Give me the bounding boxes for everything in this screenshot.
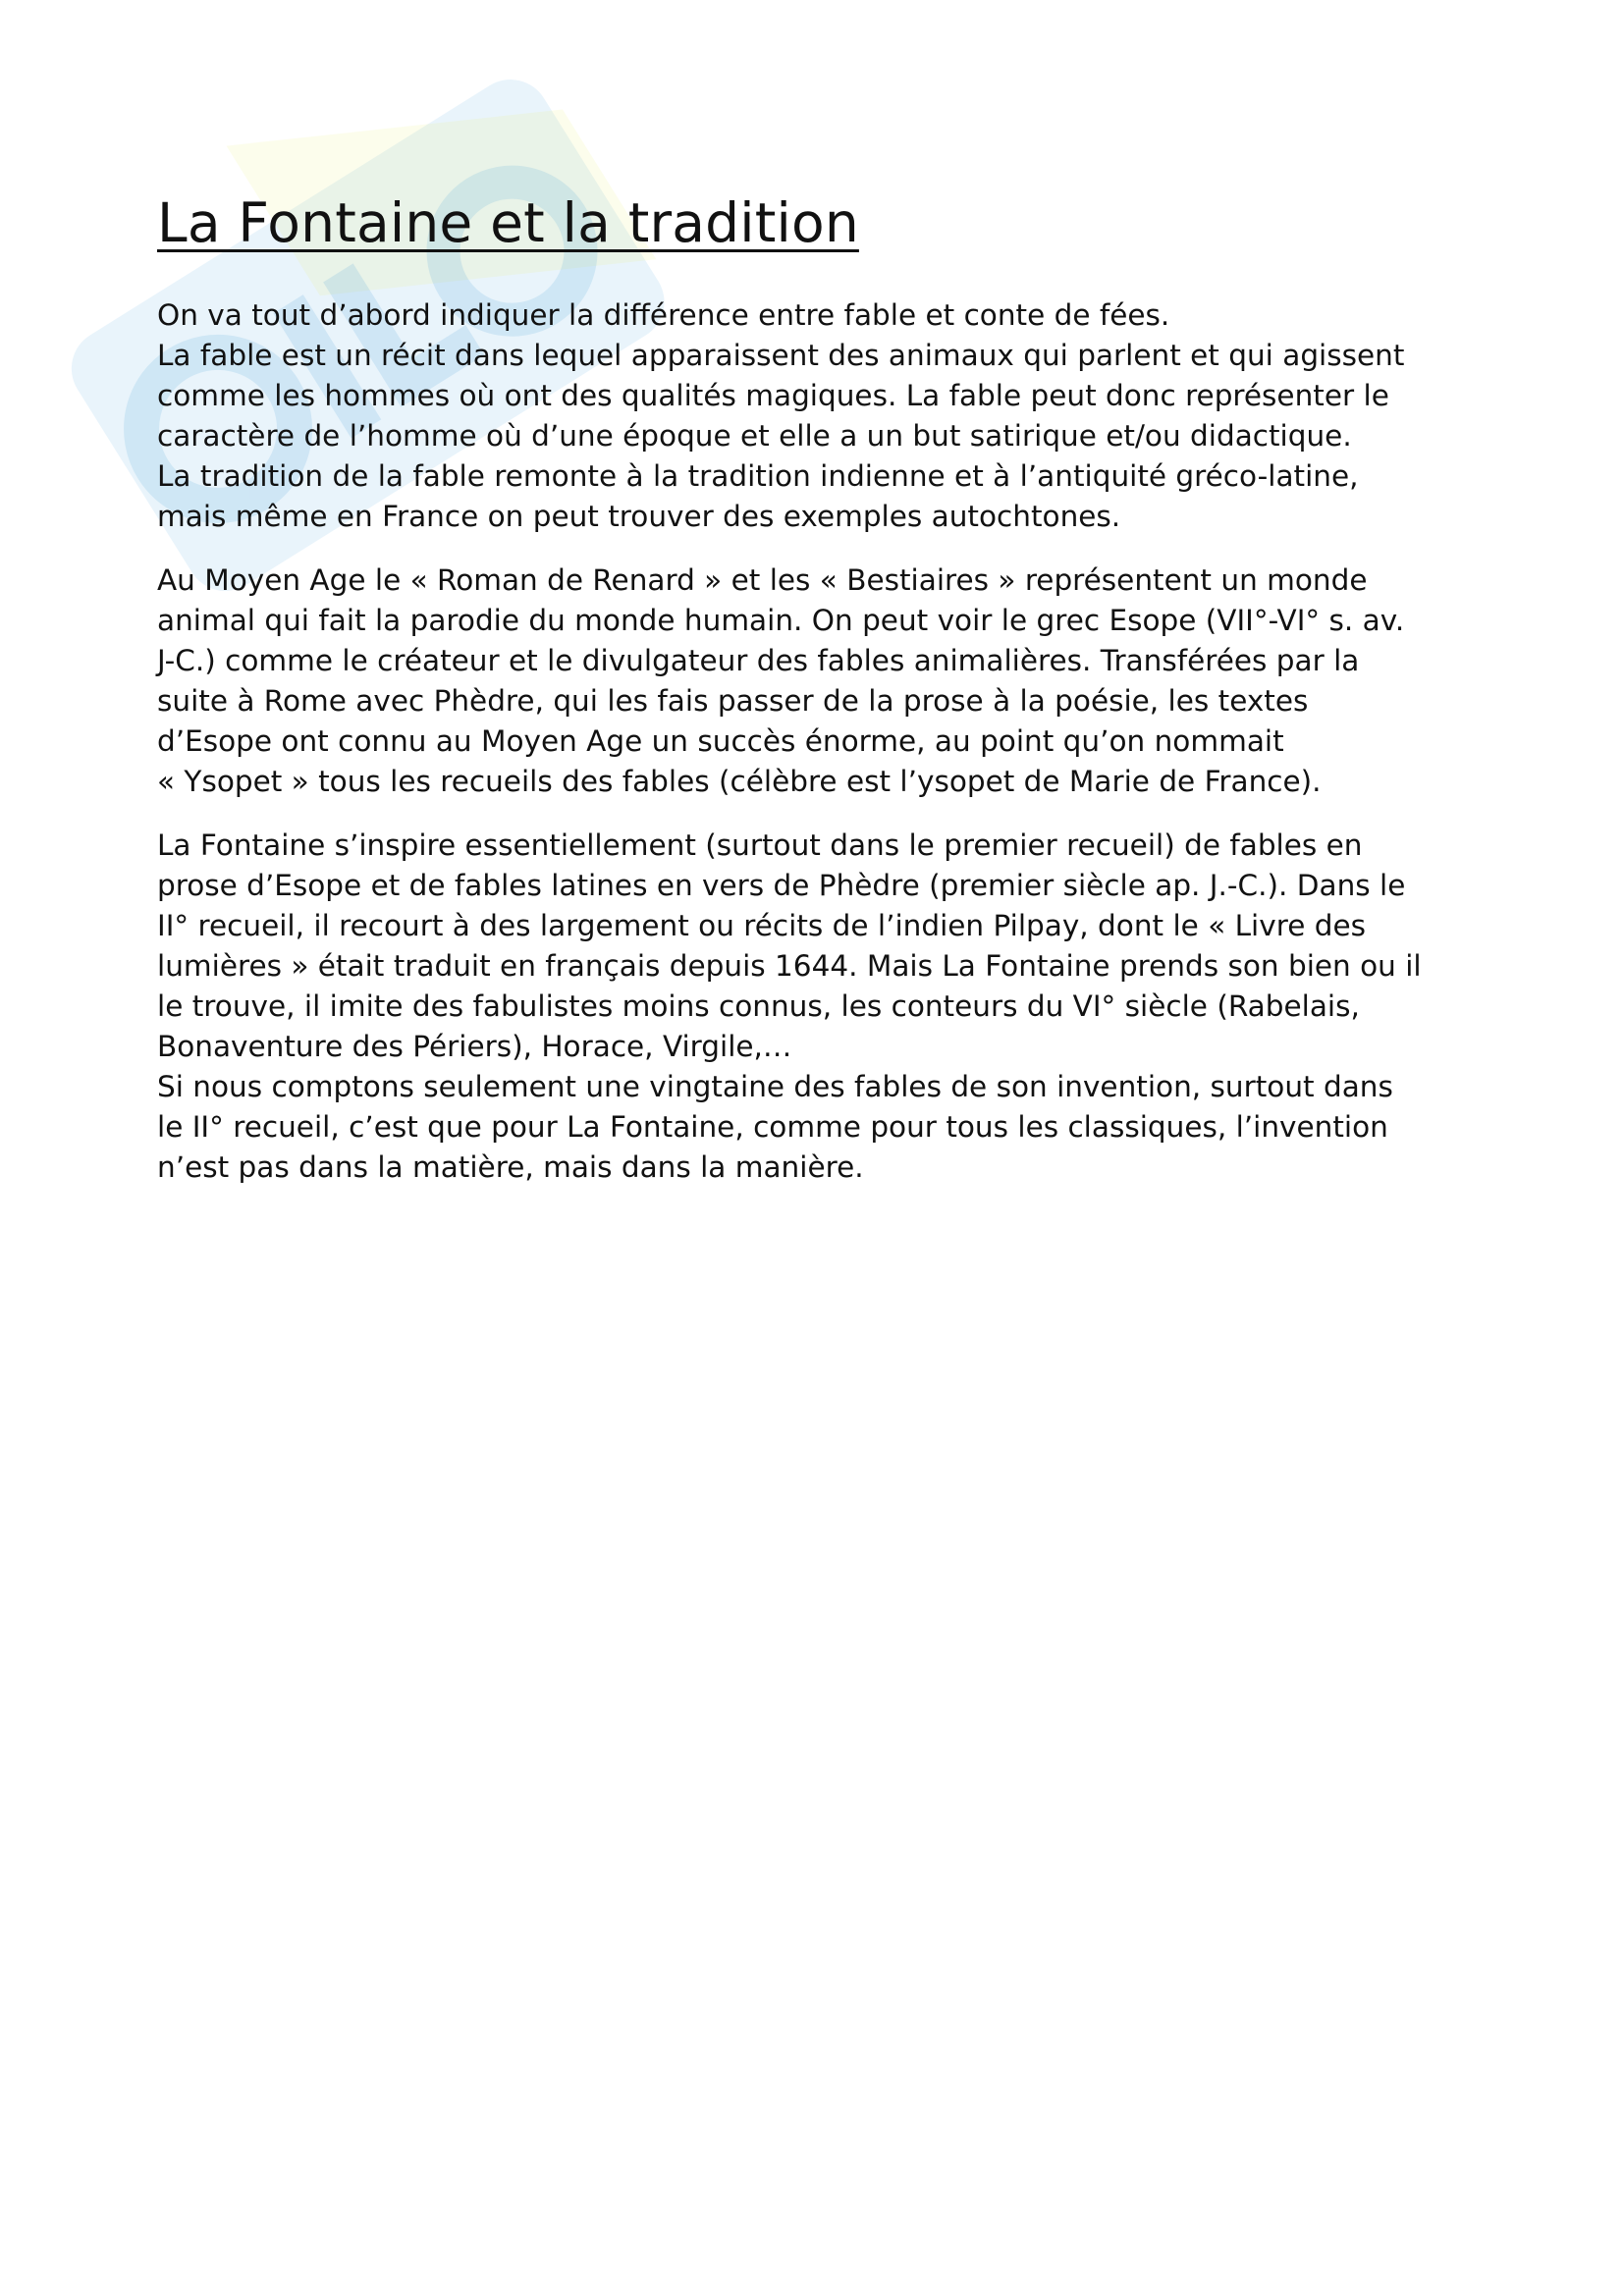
text-line: d’Esope ont connu au Moyen Age un succès énorme, au point qu’on nommait bbox=[157, 724, 1284, 759]
text-line: Si nous comptons seulement une vingtaine des fables de son invention, surtout dans bbox=[157, 1070, 1393, 1104]
text-line: J-C.) comme le créateur et le divulgateur des fables animalières. Transférées par la bbox=[157, 644, 1360, 678]
text-line: La fable est un récit dans lequel apparaissent des animaux qui parlent et qui agissent bbox=[157, 339, 1405, 373]
paragraph-la-fontaine bbox=[157, 826, 1478, 1188]
paragraph-moyen-age bbox=[157, 561, 1478, 802]
text-line: n’est pas dans la matière, mais dans la manière. bbox=[157, 1150, 864, 1185]
text-line: « Ysopet » tous les recueils des fables (célèbre est l’ysopet de Marie de France). bbox=[157, 765, 1322, 799]
text-line: La Fontaine s’inspire essentiellement (surtout dans le premier recueil) de fables en bbox=[157, 828, 1363, 863]
document-title: La Fontaine et la tradition bbox=[157, 191, 859, 254]
text-line: suite à Rome avec Phèdre, qui les fais passer de la prose à la poésie, les textes bbox=[157, 684, 1309, 719]
text-line: II° recueil, il recourt à des largement ou récits de l’indien Pilpay, dont le « Livre des bbox=[157, 909, 1366, 943]
text-line: On va tout d’abord indiquer la différence entre fable et conte de fées. bbox=[157, 298, 1170, 333]
text-line: Au Moyen Age le « Roman de Renard » et les « Bestiaires » représentent un monde bbox=[157, 563, 1368, 598]
paragraph-intro bbox=[157, 295, 1478, 537]
text-line: Bonaventure des Périers), Horace, Virgile,… bbox=[157, 1030, 792, 1064]
text-line: le trouve, il imite des fabulistes moins connus, les conteurs du VI° siècle (Rabelais, bbox=[157, 989, 1360, 1024]
text-line: caractère de l’homme où d’une époque et elle a un but satirique et/ou didactique. bbox=[157, 419, 1352, 454]
text-line: comme les hommes où ont des qualités magiques. La fable peut donc représenter le bbox=[157, 379, 1389, 413]
text-line: mais même en France on peut trouver des exemples autochtones. bbox=[157, 500, 1121, 534]
text-line: animal qui fait la parodie du monde humain. On peut voir le grec Esope (VII°-VI° s. av. bbox=[157, 604, 1405, 638]
document-body bbox=[157, 192, 1478, 1211]
text-line: prose d’Esope et de fables latines en vers de Phèdre (premier siècle ap. J.-C.). Dans le bbox=[157, 869, 1406, 903]
text-line: lumières » était traduit en français depuis 1644. Mais La Fontaine prends son bien ou il bbox=[157, 949, 1422, 984]
text-line: le II° recueil, c’est que pour La Fontaine, comme pour tous les classiques, l’invention bbox=[157, 1110, 1388, 1145]
text-line: La tradition de la fable remonte à la tradition indienne et à l’antiquité gréco-latine, bbox=[157, 459, 1359, 494]
